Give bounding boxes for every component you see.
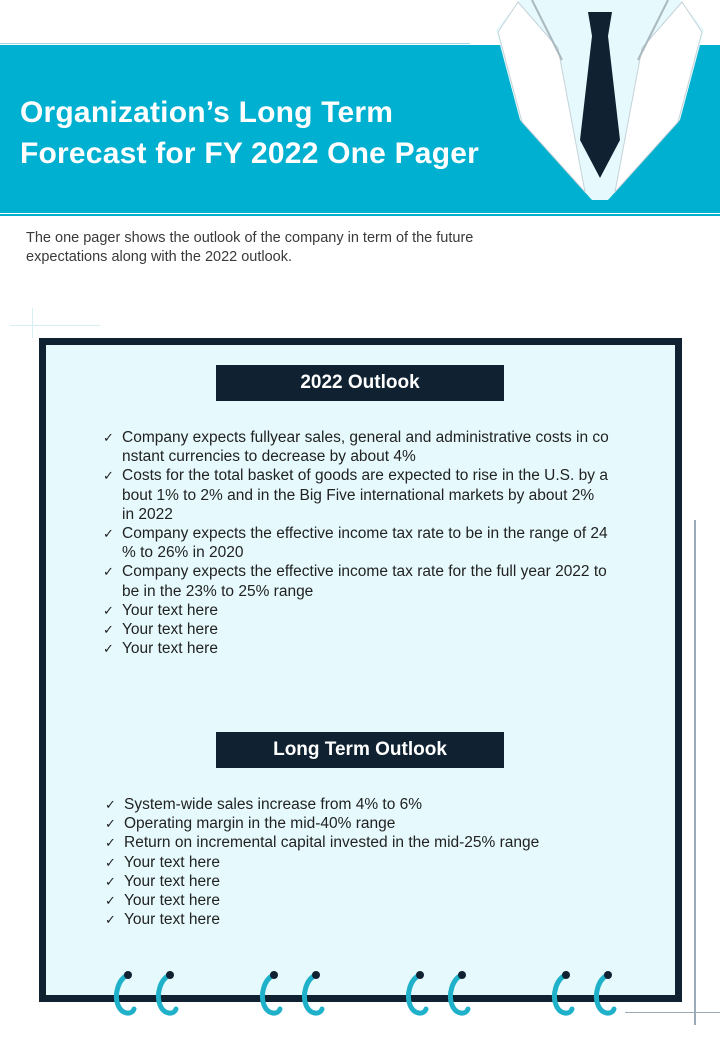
- list-item: [103, 428, 625, 466]
- section-heading-long-term-outlook: Long Term Outlook: [216, 732, 504, 768]
- list-item: [103, 601, 625, 620]
- list-item: [103, 524, 625, 562]
- list-item-line: ✓ Company expects the effective income tax rate to be in the range of 24: [122, 525, 608, 543]
- intro-line-2: expectations along with the 2022 outlook.: [26, 249, 293, 265]
- list-item-line: ✓ Your text here: [122, 621, 218, 639]
- list-item: ✓ Your text here: [105, 891, 585, 910]
- binder-ring-icon: [450, 971, 468, 1013]
- list-item-line: nstant currencies to decrease by about 4%: [122, 448, 416, 466]
- long-term-outlook-list: [105, 795, 585, 929]
- list-item: ✓ Your text here: [105, 853, 585, 872]
- title-line-2: Forecast for FY 2022 One Pager: [20, 137, 479, 170]
- list-item-line: ✓ Your text here: [122, 601, 218, 619]
- list-item: ✓ System-wide sales increase from 4% to 6%: [105, 795, 585, 814]
- list-item: ✓ Return on incremental capital invested in the mid-25% range: [105, 833, 585, 852]
- list-item: ✓ Operating margin in the mid-40% range: [105, 814, 585, 833]
- page-title: [20, 92, 520, 174]
- list-item-line: be in the 23% to 25% range: [122, 582, 314, 600]
- list-item: [103, 466, 625, 524]
- decorative-line: [32, 308, 33, 338]
- decorative-line: [10, 325, 100, 326]
- decorative-line: [694, 520, 696, 1025]
- binder-ring-icon: [116, 971, 134, 1013]
- binder-rings: [0, 965, 720, 1025]
- list-item: ✓ Your text here: [105, 910, 585, 929]
- list-item-line: ✓ Company expects the effective income tax rate for the full year 2022 to: [122, 563, 607, 581]
- section-heading-2022-outlook: 2022 Outlook: [216, 365, 504, 401]
- outlook-2022-list: [103, 428, 625, 658]
- list-item-line: ✓ Costs for the total basket of goods are expected to rise in the U.S. by a: [122, 467, 608, 485]
- binder-ring-icon: [408, 971, 426, 1013]
- title-line-1: Organization’s Long Term: [20, 96, 394, 129]
- list-item-line: ✓ Your text here: [122, 640, 218, 658]
- intro-text: [26, 229, 546, 267]
- list-item: [103, 562, 625, 600]
- list-item-line: ✓ Company expects fullyear sales, general and administrative costs in co: [122, 429, 609, 446]
- binder-ring-icon: [304, 971, 322, 1013]
- binder-ring-icon: [596, 971, 614, 1013]
- binder-ring-icon: [158, 971, 176, 1013]
- binder-ring-icon: [554, 971, 572, 1013]
- list-item: [103, 620, 625, 639]
- list-item: ✓ Your text here: [105, 872, 585, 891]
- list-item-line: bout 1% to 2% and in the Big Five international markets by about 2%: [122, 486, 595, 504]
- top-divider-line: [0, 43, 470, 44]
- list-item: [103, 639, 625, 658]
- intro-line-1: The one pager shows the outlook of the company in term of the future: [26, 230, 474, 246]
- binder-ring-icon: [262, 971, 280, 1013]
- list-item-line: in 2022: [122, 505, 173, 523]
- list-item-line: % to 26% in 2020: [122, 544, 244, 562]
